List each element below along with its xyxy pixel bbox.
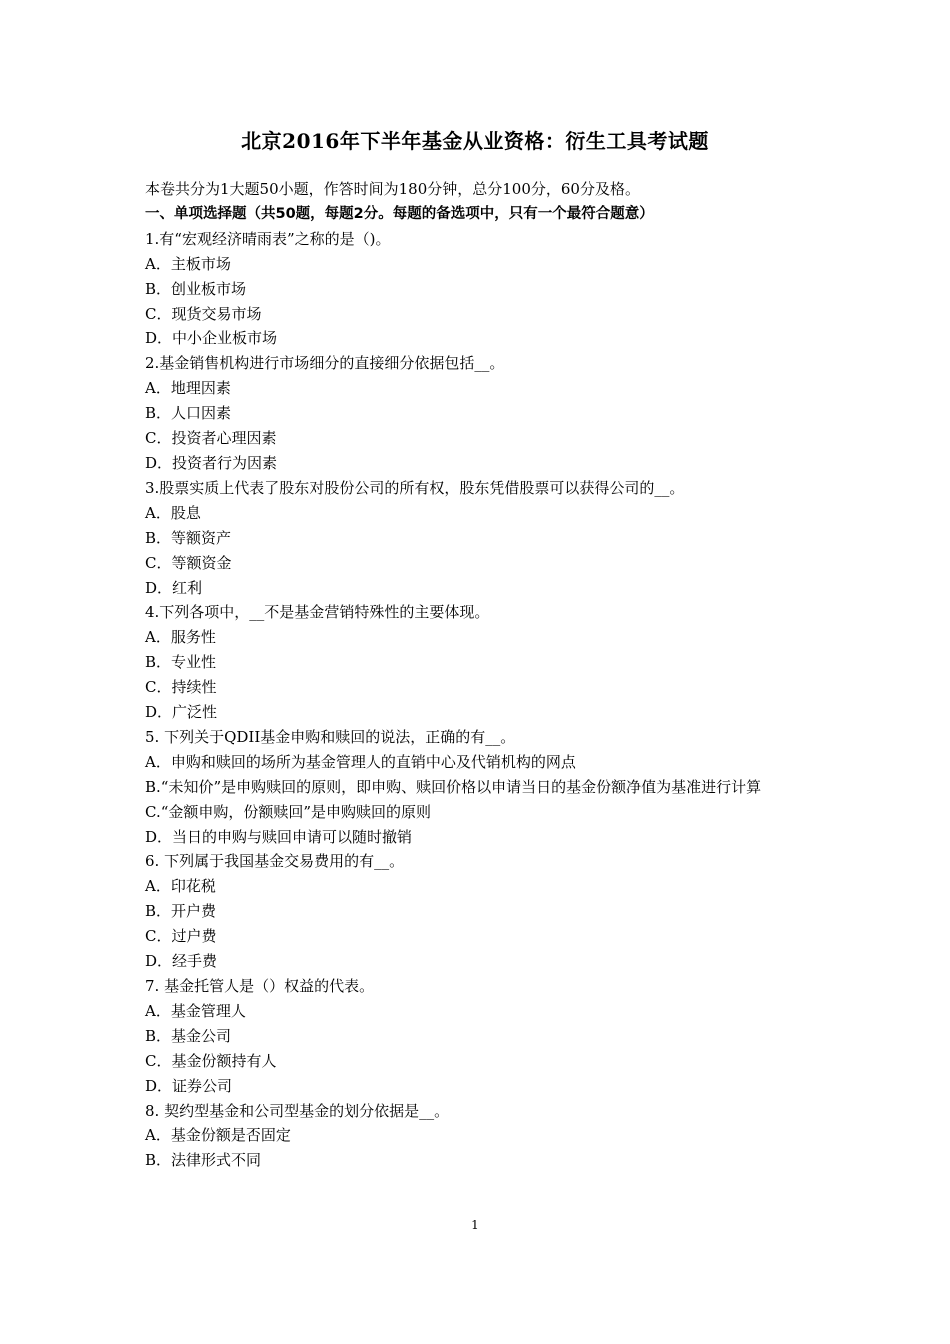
question-8: [145, 1099, 815, 1174]
option-d: D．经手费: [145, 952, 218, 971]
option-b: B．法律形式不同: [145, 1151, 262, 1170]
option-b: B.“未知价”是申购赎回的原则，即申购、赎回价格以申请当日的基金份额净值为基准进行计算: [145, 777, 762, 796]
question-1: [145, 227, 815, 352]
question-5: [145, 725, 815, 850]
option-a: A．地理因素: [145, 379, 231, 398]
option-b: B．专业性: [145, 653, 217, 672]
option-c: C．基金份额持有人: [145, 1051, 277, 1070]
option-c: C．等额资金: [145, 553, 232, 572]
option-b: B．等额资产: [145, 528, 232, 547]
option-a: A．申购和赎回的场所为基金管理人的直销中心及代销机构的网点: [145, 752, 576, 771]
option-d: D．当日的申购与赎回申请可以随时撤销: [145, 827, 413, 846]
question-stem: 5. 下列关于QDII基金申购和赎回的说法，正确的有__。: [145, 727, 516, 746]
option-c: C．过户费: [145, 927, 217, 946]
question-stem: 2.基金销售机构进行市场细分的直接细分依据包括__。: [145, 354, 505, 373]
question-stem: 7. 基金托管人是（）权益的代表。: [145, 977, 375, 995]
option-c: C.“金额申购，份额赎回”是申购赎回的原则: [145, 802, 432, 821]
option-a: A．基金份额是否固定: [145, 1126, 291, 1145]
option-b: B．基金公司: [145, 1026, 232, 1045]
option-a: A．印花税: [145, 877, 216, 896]
option-d: D．投资者行为因素: [145, 453, 278, 472]
option-a: A．主板市场: [145, 254, 231, 273]
section-heading: 一、单项选择题（共50题，每题2分。每题的备选项中，只有一个最符合题意）: [145, 205, 654, 222]
question-stem: 8. 契约型基金和公司型基金的划分依据是__。: [145, 1101, 450, 1120]
option-c: C．现货交易市场: [145, 304, 262, 323]
document-title: 北京2016年下半年基金从业资格：衍生工具考试题: [241, 129, 709, 153]
question-6: [145, 849, 815, 974]
question-2: [145, 351, 815, 476]
question-4: [145, 600, 815, 725]
option-d: D．中小企业板市场: [145, 329, 278, 348]
option-c: C．持续性: [145, 678, 217, 697]
option-b: B．创业板市场: [145, 279, 247, 298]
question-stem: 1.有“宏观经济晴雨表”之称的是（)。: [145, 229, 391, 248]
option-d: D．证券公司: [145, 1076, 233, 1095]
option-b: B．开户费: [145, 902, 217, 921]
question-7: [145, 974, 815, 1099]
option-d: D．广泛性: [145, 703, 218, 722]
option-a: A．服务性: [145, 628, 216, 647]
option-a: A．基金管理人: [145, 1001, 246, 1020]
question-stem: 4.下列各项中，__不是基金营销特殊性的主要体现。: [145, 603, 490, 622]
option-d: D．红利: [145, 578, 203, 597]
question-stem: 6. 下列属于我国基金交易费用的有__。: [145, 852, 405, 871]
question-3: [145, 476, 815, 601]
option-a: A．股息: [145, 503, 201, 522]
document-body: [145, 177, 815, 1173]
exam-intro: 本卷共分为1大题50小题，作答时间为180分钟，总分100分，60分及格。: [145, 180, 640, 198]
question-stem: 3.股票实质上代表了股东对股份公司的所有权，股东凭借股票可以获得公司的__。: [145, 478, 685, 497]
page-number: 1: [471, 1218, 479, 1232]
option-c: C．投资者心理因素: [145, 429, 277, 448]
option-b: B．人口因素: [145, 404, 232, 423]
